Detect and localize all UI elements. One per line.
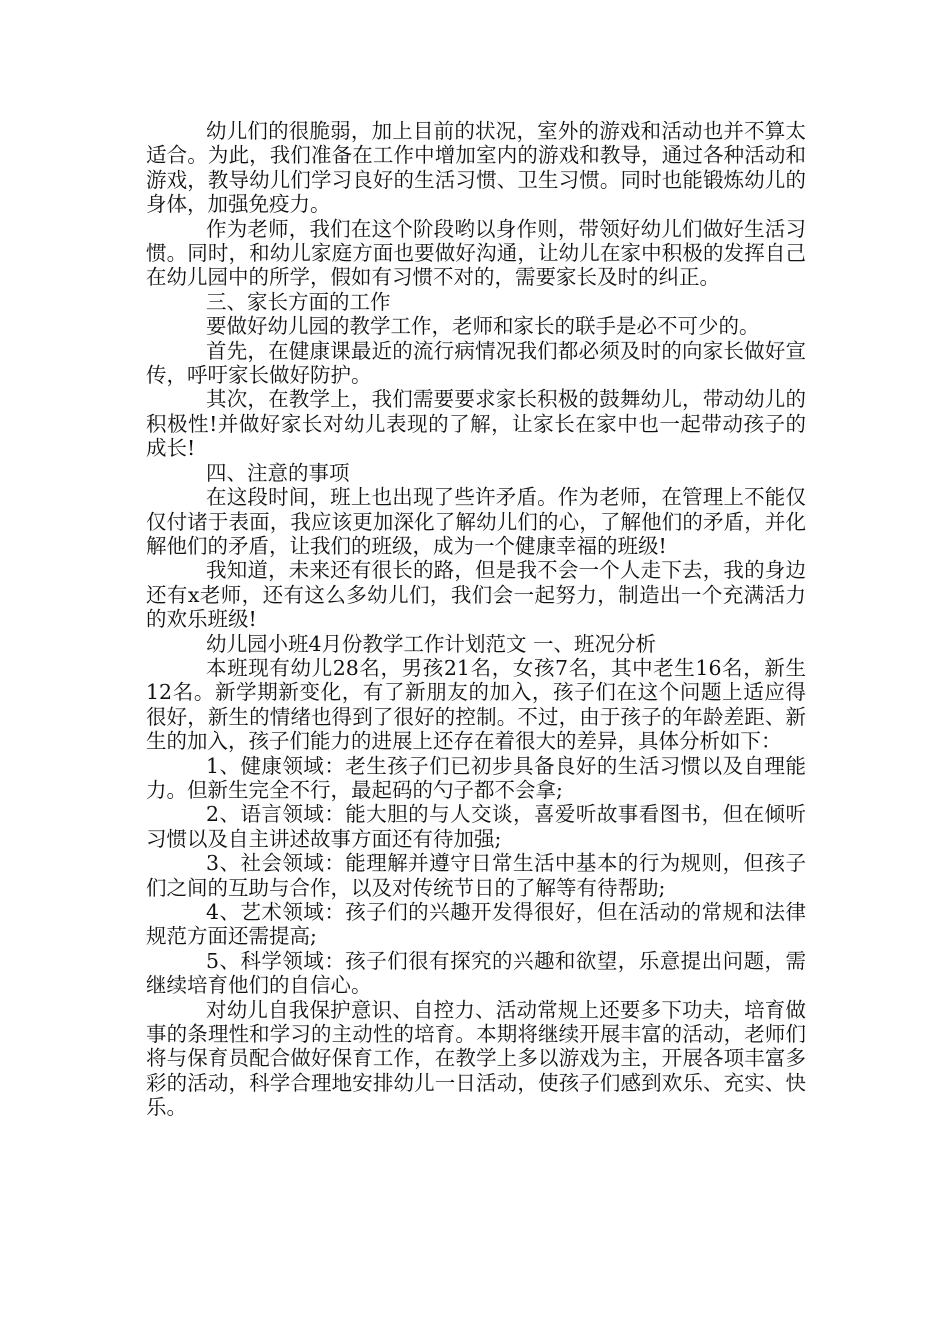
document-title: 幼儿园小班4月份教学工作计划范文 一、班况分析: [206, 631, 657, 656]
paragraph: 首先，在健康课最近的流行病情况我们都必须及时的向家长做好宣传，呼吁家长做好防护。: [146, 338, 806, 388]
list-item: 3、社会领域：能理解并遵守日常生活中基本的行为规则，但孩子们之间的互助与合作，以及对传统节日的了解等有待帮助;: [146, 851, 806, 900]
section-heading: 三、家长方面的工作: [206, 289, 391, 314]
document-body: [146, 119, 806, 1120]
paragraph: 其次，在教学上，我们需要要求家长积极的鼓舞幼儿，带动幼儿的积极性!并做好家长对幼儿表现的了解，让家长在家中也一起带动孩子的成长!: [146, 387, 806, 461]
list-item: 1、健康领域：老生孩子们已初步具备良好的生活习惯以及自理能力。但新生完全不行，最起码的勺子都不会拿;: [146, 753, 806, 802]
section-heading: 四、注意的事项: [206, 460, 350, 485]
list-item: 5、科学领域：孩子们很有探究的兴趣和欲望，乐意提出问题，需继续培育他们的自信心。: [146, 948, 806, 998]
paragraph: 本班现有幼儿28名，男孩21名，女孩7名，其中老生16名，新生12名。新学期新变化，有了新朋友的加入，孩子们在这个问题上适应得很好，新生的情绪也得到了很好的控制。不过，由于孩子的年龄差距、新生的加入，孩子们能力的进展上还存在着很大的差异，具体分析如下：: [146, 655, 806, 754]
paragraph: 要做好幼儿园的教学工作，老师和家长的联手是必不可少的。: [206, 314, 760, 339]
paragraph: 在这段时间，班上也出现了些许矛盾。作为老师，在管理上不能仅仅付诸于表面，我应该更加深化了解幼儿们的心，了解他们的矛盾，并化解他们的矛盾，让我们的班级，成为一个健康幸福的班级!: [146, 485, 806, 558]
paragraph: 我知道，未来还有很长的路，但是我不会一个人走下去，我的身边还有x老师，还有这么多幼儿们，我们会一起努力，制造出一个充满活力的欢乐班级!: [146, 558, 806, 632]
list-item: 2、语言领域：能大胆的与人交谈，喜爱听故事看图书，但在倾听习惯以及自主讲述故事方面还有待加强;: [146, 802, 806, 851]
paragraph: 幼儿们的很脆弱，加上目前的状况，室外的游戏和活动也并不算太适合。为此，我们准备在工作中增加室内的游戏和教导，通过各种活动和游戏，教导幼儿们学习良好的生活习惯、卫生习惯。同时也能锻炼幼儿的身体，加强免疫力。: [146, 119, 806, 217]
paragraph: 对幼儿自我保护意识、自控力、活动常规上还要多下功夫，培育做事的条理性和学习的主动性的培育。本期将继续开展丰富的活动，老师们将与保育员配合做好保育工作，在教学上多以游戏为主，开展各项丰富多彩的活动，科学合理地安排幼儿一日活动，使孩子们感到欢乐、充实、快乐。: [146, 997, 806, 1120]
list-item: 4、艺术领域：孩子们的兴趣开发得很好，但在活动的常规和法律规范方面还需提高;: [146, 900, 806, 949]
paragraph: 作为老师，我们在这个阶段哟以身作则，带领好幼儿们做好生活习惯。同时，和幼儿家庭方面也要做好沟通，让幼儿在家中积极的发挥自己在幼儿园中的所学，假如有习惯不对的，需要家长及时的纠正。: [146, 216, 806, 290]
